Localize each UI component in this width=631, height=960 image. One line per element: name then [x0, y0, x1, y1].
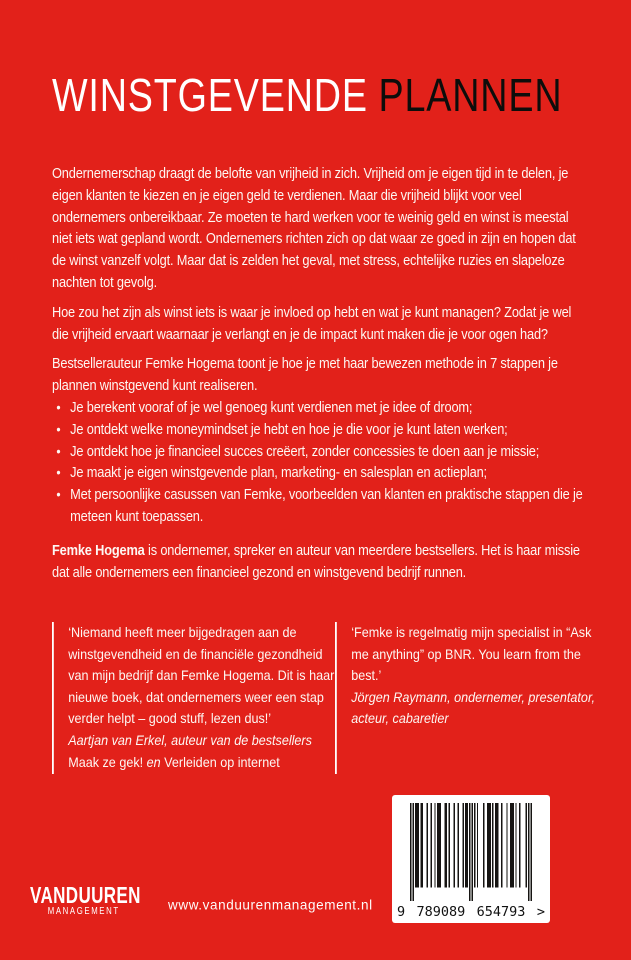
bullet-text: Je berekent vooraf of je wel genoeg kunt verdienen met je idee of droom; [70, 399, 473, 416]
bullet-item [52, 442, 589, 464]
isbn-lead-digit: 9 [397, 904, 406, 920]
quote-attribution: Aartjan van Erkel, auteur van de bestsellers [68, 731, 312, 748]
quote-attribution-works [68, 752, 335, 774]
quote-text: ‘Niemand heeft meer bijgedragen aan de winstgevendheid en de financiële gezondheid van mijn bedrijf dan Femke Hogema. Dit is haar nieuwe boek, dat ondernemers weer een stap verder helpt – good stuff, lezen dus!’ [68, 624, 335, 727]
bullet-text: Je ontdekt welke moneymindset je hebt en hoe je die voor je kunt laten werken; [70, 421, 508, 438]
isbn-group-1: 789089 [416, 904, 466, 920]
quote-text: ‘Femke is regelmatig mijn specialist in “Ask me anything” op BNR. You learn from the best.’ [351, 624, 592, 684]
bullet-dot-icon: • [56, 464, 61, 481]
author-bio [52, 541, 589, 585]
bullet-dot-icon: • [56, 420, 61, 437]
works-connector: en [143, 753, 165, 770]
bullet-item [52, 485, 589, 529]
publisher-logo-subtitle: MANAGEMENT [47, 905, 120, 917]
barcode-bars-icon [410, 803, 532, 901]
isbn-group-2: 654793 [476, 904, 526, 920]
author-name: Femke Hogema [52, 542, 145, 559]
intro-paragraph-1: Ondernemerschap draagt de belofte van vrijheid in zich. Vrijheid om je eigen tijd in te delen, je eigen klanten te kiezen en je eigen geld te verdienen. Maar die vrijheid blijkt voor veel ondernemers onbereikbaar. Ze moeten te hard werken voor te weinig geld en winst is meestal niet iets wat gepland wordt. Ondernemers richten zich op dat waar ze goed in zijn en hopen dat de winst vanzelf volgt. Maar dat is zelden het geval, met stress, echtelijke ruzies en slapeloze nachten tot gevolg. [52, 166, 576, 291]
bullet-text: Je ontdekt hoe je financieel succes creëert, zonder concessies te doen aan je missie; [70, 443, 540, 460]
bullet-item [52, 398, 589, 420]
isbn-barcode [392, 795, 550, 923]
bullet-dot-icon: • [56, 398, 61, 415]
title-part-white: WINSTGEVENDE [52, 69, 368, 121]
author-bio-text: is ondernemer, spreker en auteur van meerdere bestsellers. Het is haar missie dat alle ondernemers een financieel gezond en winstgevend bedrijf runnen. [52, 542, 580, 581]
publisher-logo [30, 884, 141, 917]
method-bullet-list [52, 398, 589, 529]
publisher-logo-name: VANDUUREN [30, 882, 141, 908]
bullet-item [52, 420, 589, 442]
publisher-website-url: www.vanduurenmanagement.nl [168, 897, 373, 913]
intro-paragraph-3: Bestsellerauteur Femke Hogema toont je hoe je met haar bewezen methode in 7 stappen je plannen winstgevend kunt realiseren. [52, 356, 558, 395]
bullet-text: Je maakt je eigen winstgevende plan, marketing- en salesplan en actieplan; [70, 465, 487, 482]
title-part-black: PLANNEN [378, 69, 563, 121]
book-work-title: Maak ze gek! [68, 753, 144, 770]
isbn-trail-mark: > [536, 904, 545, 920]
book-work-title: Verleiden op internet [164, 753, 280, 770]
bullet-dot-icon: • [56, 442, 61, 459]
bullet-text: Met persoonlijke casussen van Femke, voorbeelden van klanten en praktische stappen die je meteen kunt toepassen. [70, 487, 583, 525]
quote-attribution: Jörgen Raymann, ondernemer, presentator, acteur, cabaretier [351, 688, 595, 727]
book-title [52, 69, 563, 121]
back-cover-copy [52, 164, 589, 592]
isbn-number [397, 905, 545, 920]
endorsement-quote-right [335, 622, 598, 774]
intro-paragraph-2: Hoe zou het zijn als winst iets is waar je invloed op hebt en wat je kunt managen? Zodat je wel die vrijheid ervaart waarnaar je verlangt en je de impact kunt maken die je voor ogen had? [52, 304, 572, 343]
endorsement-quote-left [52, 622, 336, 774]
bullet-dot-icon: • [56, 486, 61, 503]
bullet-item [52, 463, 589, 485]
